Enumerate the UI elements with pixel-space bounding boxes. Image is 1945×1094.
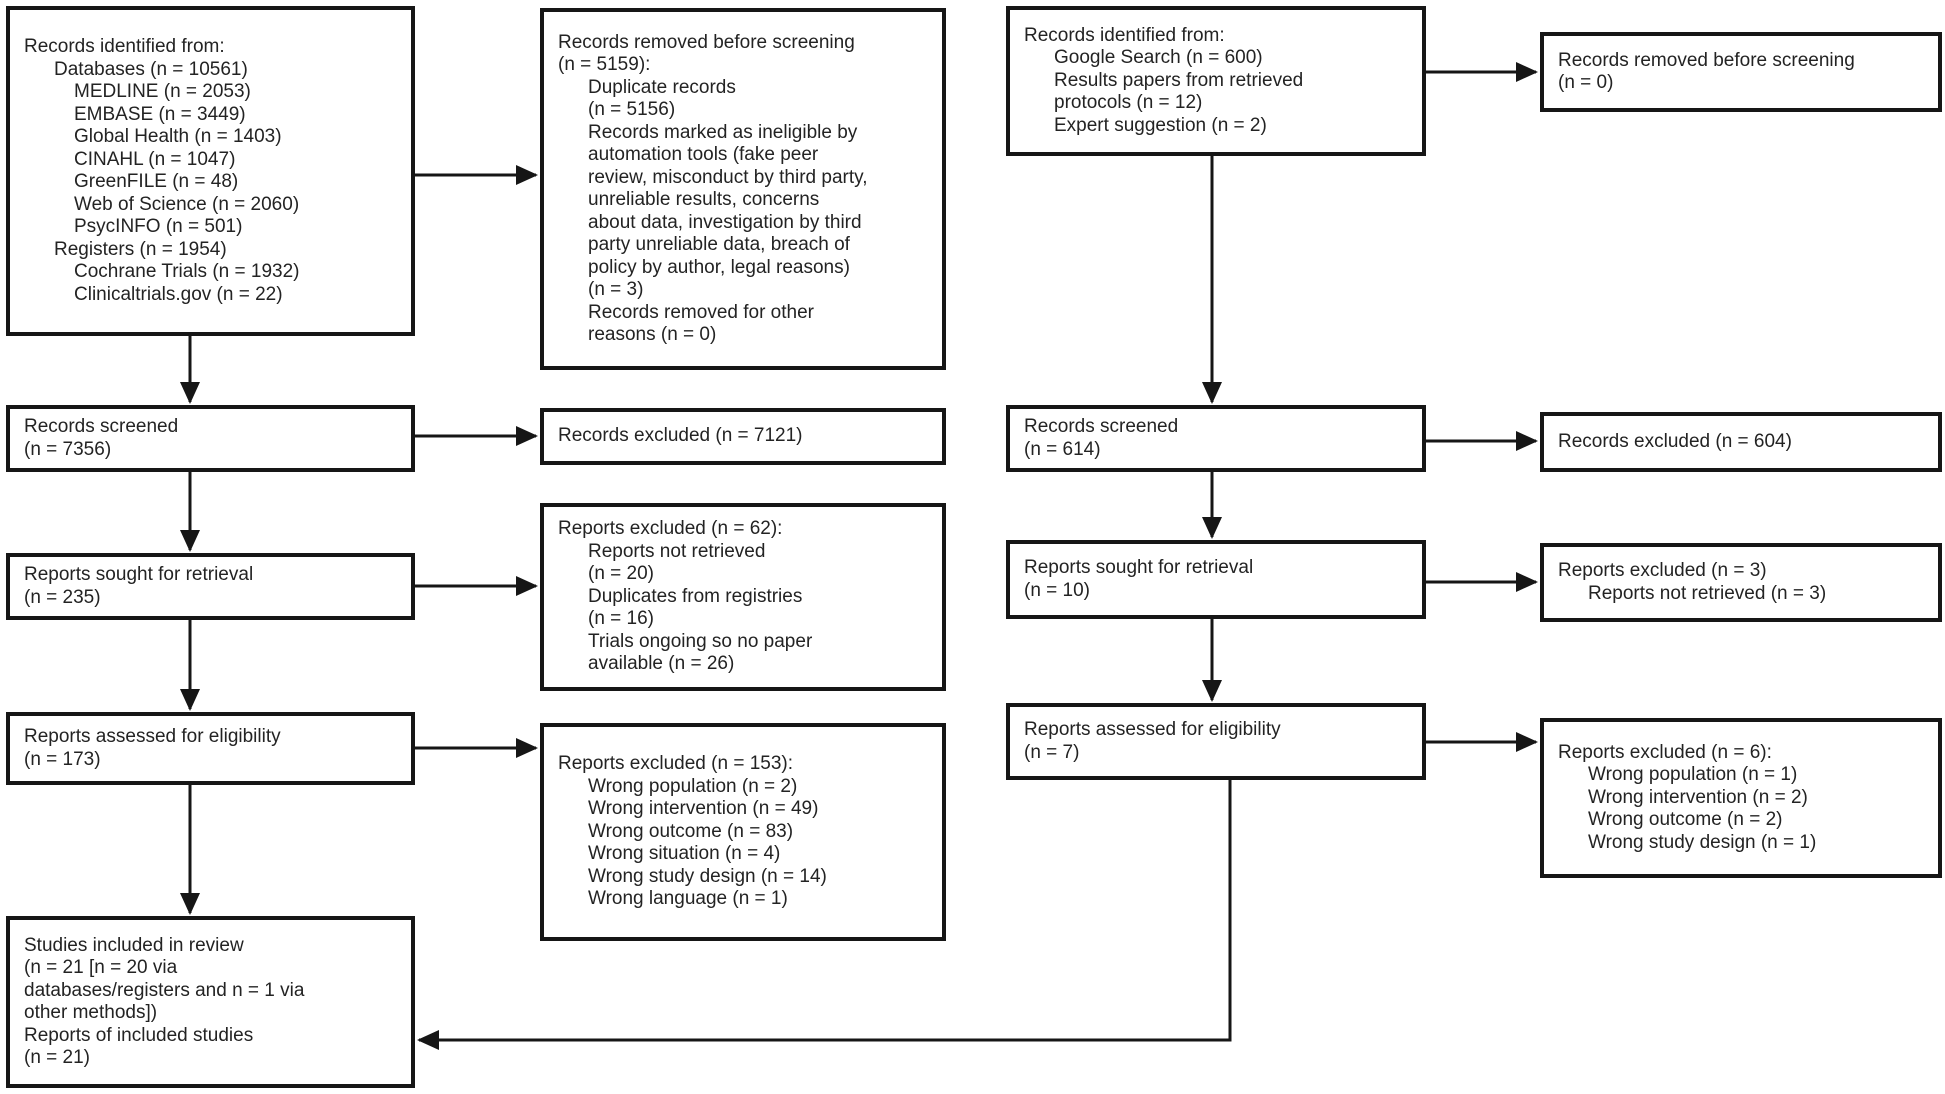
text-line: Records excluded (n = 7121) (558, 425, 803, 447)
box-records-screened-databases (6, 405, 415, 472)
box-records-excluded-databases (540, 408, 946, 465)
text-line: Expert suggestion (n = 2) (1054, 114, 1267, 136)
text-line: Records screened (24, 416, 179, 437)
text-line: (n = 7356) (24, 438, 112, 460)
text-line: Records removed before screening (1558, 49, 1855, 71)
text-line: about data, investigation by third (588, 211, 862, 233)
text-line: available (n = 26) (588, 653, 735, 675)
text-line: Clinicaltrials.gov (n = 22) (74, 283, 283, 305)
text-line: Reports excluded (n = 6): (1558, 741, 1772, 763)
text-line: Wrong outcome (n = 2) (1588, 809, 1783, 831)
text-line: (n = 235) (24, 586, 101, 608)
text-line: review, misconduct by third party, (588, 166, 868, 188)
box-records-identified-databases (6, 6, 415, 336)
text-line: (n = 16) (588, 608, 655, 630)
text-line: (n = 5156) (588, 99, 676, 120)
text-line: Reports excluded (n = 3) (1558, 560, 1767, 581)
text-line: Records removed for other (588, 301, 814, 323)
text-line: Records identified from: (24, 36, 225, 57)
text-line: (n = 3) (588, 279, 644, 300)
text-line: Records identified from: (1024, 24, 1225, 46)
text-line: unreliable results, concerns (588, 189, 820, 210)
text-line: Wrong intervention (n = 2) (1588, 786, 1808, 808)
box-reports-assessed-other (1006, 703, 1426, 780)
text-line: Studies included in review (24, 934, 244, 956)
text-line: Wrong outcome (n = 83) (588, 820, 794, 842)
text-line: (n = 0) (1558, 72, 1614, 93)
text-line: Cochrane Trials (n = 1932) (74, 261, 300, 282)
text-line: CINAHL (n = 1047) (74, 148, 236, 170)
text-line: Reports assessed for eligibility (1024, 719, 1281, 740)
text-line: policy by author, legal reasons) (588, 256, 850, 278)
text-line: MEDLINE (n = 2053) (74, 81, 251, 102)
text-line: Registers (n = 1954) (54, 238, 227, 260)
box-records-screened-other (1006, 405, 1426, 472)
text-line: Reports of included studies (24, 1024, 254, 1046)
text-line: Results papers from retrieved (1054, 69, 1304, 91)
box-reports-excluded-retrieval-databases (540, 503, 946, 691)
box-reports-excluded-eligibility-databases (540, 723, 946, 941)
text-line: Reports sought for retrieval (24, 564, 254, 585)
box-records-removed-other (1540, 32, 1942, 112)
text-line: Records excluded (n = 604) (1558, 430, 1792, 452)
text-line: (n = 20) (588, 563, 655, 585)
text-line: (n = 5159): (558, 54, 651, 75)
text-line: (n = 10) (1024, 579, 1091, 601)
text-line: Wrong study design (n = 14) (588, 865, 827, 887)
box-studies-included (6, 916, 415, 1088)
box-reports-excluded-retrieval-other (1540, 543, 1942, 622)
box-reports-sought-other (1006, 540, 1426, 619)
text-line: Trials ongoing so no paper (588, 630, 813, 652)
text-line: (n = 21 [n = 20 via (24, 957, 178, 978)
text-line: Records marked as ineligible by (588, 121, 858, 143)
text-line: other methods]) (24, 1002, 158, 1023)
box-records-removed-databases (540, 8, 946, 370)
text-line: (n = 173) (24, 748, 101, 770)
text-line: PsycINFO (n = 501) (74, 216, 243, 237)
text-line: Google Search (n = 600) (1054, 47, 1263, 69)
text-line: Wrong language (n = 1) (588, 888, 788, 910)
text-line: Reports excluded (n = 153): (558, 753, 793, 775)
text-line: Wrong situation (n = 4) (588, 843, 781, 865)
text-line: Reports not retrieved (588, 540, 766, 562)
text-line: Wrong intervention (n = 49) (588, 798, 819, 820)
text-line: Reports sought for retrieval (1024, 557, 1254, 578)
text-line: Web of Science (n = 2060) (74, 193, 300, 215)
box-reports-sought-databases (6, 553, 415, 620)
text-line: (n = 614) (1024, 438, 1101, 460)
box-records-identified-other (1006, 6, 1426, 156)
text-line: Wrong population (n = 1) (1588, 764, 1798, 786)
text-line: Databases (n = 10561) (54, 58, 248, 80)
text-line: party unreliable data, breach of (588, 234, 850, 255)
text-line: Duplicates from registries (588, 585, 803, 607)
text-line: Reports not retrieved (n = 3) (1588, 582, 1827, 604)
text-line: Wrong population (n = 2) (588, 775, 798, 797)
text-line: Wrong study design (n = 1) (1588, 831, 1817, 853)
text-line: protocols (n = 12) (1054, 92, 1203, 114)
text-line: (n = 7) (1024, 741, 1080, 763)
text-line: reasons (n = 0) (588, 324, 717, 345)
text-line: Reports excluded (n = 62): (558, 518, 783, 540)
box-reports-assessed-databases (6, 712, 415, 785)
text-line: automation tools (fake peer (588, 144, 819, 165)
text-line: Records screened (1024, 416, 1179, 437)
text-line: Global Health (n = 1403) (74, 126, 282, 147)
text-line: GreenFILE (n = 48) (74, 171, 239, 192)
text-line: (n = 21) (24, 1047, 91, 1068)
text-line: Duplicate records (588, 76, 736, 98)
text-line: databases/registers and n = 1 via (24, 979, 305, 1001)
text-line: Reports assessed for eligibility (24, 726, 281, 747)
box-records-excluded-other (1540, 412, 1942, 472)
text-line: Records removed before screening (558, 31, 855, 53)
box-reports-excluded-eligibility-other (1540, 718, 1942, 878)
text-line: EMBASE (n = 3449) (74, 103, 246, 125)
